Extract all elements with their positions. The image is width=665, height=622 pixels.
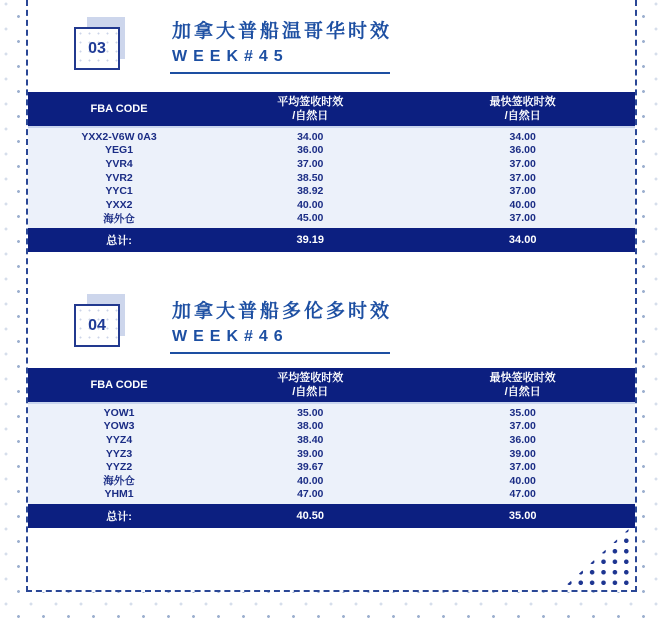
fastest-days-cell: 47.00 — [509, 488, 536, 501]
section-number: 04 — [74, 304, 120, 347]
avg-days-cell: 45.00 — [297, 212, 324, 225]
avg-days-cell: 40.00 — [297, 474, 324, 487]
fastest-days-cell: 37.00 — [509, 185, 536, 198]
vancouver-table — [28, 92, 635, 252]
table-row — [28, 144, 635, 158]
fba-code-cell: YVR2 — [105, 171, 133, 184]
avg-days-cell: 38.92 — [297, 185, 324, 198]
fastest-days-cell: 37.00 — [509, 420, 536, 433]
fba-code-cell: YEG1 — [105, 144, 134, 157]
table-header-row — [28, 92, 635, 128]
total-avg-days: 40.50 — [296, 510, 324, 523]
table-row — [28, 406, 635, 420]
fba-code-cell: YOW3 — [103, 420, 135, 433]
table-row — [28, 488, 635, 502]
fastest-days-header-line1: 最快签收时效 — [489, 371, 556, 384]
avg-days-cell: 34.00 — [297, 130, 324, 143]
fastest-days-cell: 37.00 — [509, 171, 536, 184]
total-fastest-days: 35.00 — [508, 510, 537, 523]
table-row — [28, 433, 635, 447]
fba-code-header: FBA CODE — [90, 378, 148, 391]
avg-days-cell: 47.00 — [297, 488, 324, 501]
avg-days-cell: 37.00 — [297, 157, 324, 170]
avg-days-cell: 38.50 — [297, 171, 324, 184]
avg-days-cell: 38.00 — [297, 420, 324, 433]
section-title: 加拿大普船多伦多时效 — [172, 301, 393, 322]
fba-code-cell: YXX2-V6W 0A3 — [81, 130, 157, 143]
table-row — [28, 212, 635, 226]
total-label: 总计: — [106, 235, 132, 248]
table-body — [28, 128, 635, 228]
title-underline — [170, 72, 390, 74]
avg-days-header-line1: 平均签收时效 — [277, 371, 344, 384]
fba-code-cell: YYZ3 — [105, 447, 133, 460]
table-row — [28, 198, 635, 212]
fastest-days-cell: 37.00 — [509, 461, 536, 474]
section-number-badge — [74, 304, 120, 347]
fba-code-cell: YYZ4 — [105, 433, 133, 446]
total-label: 总计: — [106, 511, 132, 524]
section-week-label: WEEK#46 — [172, 328, 289, 345]
table-header-row — [28, 368, 635, 404]
section-week-label: WEEK#45 — [172, 48, 289, 65]
total-avg-days: 39.19 — [296, 234, 324, 247]
avg-days-cell: 40.00 — [297, 198, 324, 211]
title-underline — [170, 352, 390, 354]
fba-code-cell: 海外仓 — [103, 475, 135, 488]
fba-code-header: FBA CODE — [90, 102, 148, 115]
fba-code-cell: YYC1 — [105, 185, 133, 198]
fba-code-cell: YYZ2 — [105, 461, 133, 474]
fastest-days-header — [410, 371, 635, 400]
fastest-days-cell: 35.00 — [509, 406, 536, 419]
toronto-table — [28, 368, 635, 528]
fastest-days-cell: 39.00 — [509, 447, 536, 460]
table-row — [28, 447, 635, 461]
table-row — [28, 474, 635, 488]
fastest-days-header-line2: /自然日 — [504, 110, 541, 122]
fba-code-cell: YXX2 — [105, 198, 133, 211]
fba-code-cell: YHM1 — [104, 488, 134, 501]
section-title: 加拿大普船温哥华时效 — [172, 21, 393, 42]
section-number-badge — [74, 27, 120, 70]
table-row — [28, 130, 635, 144]
table-row — [28, 171, 635, 185]
avg-days-header — [210, 371, 410, 400]
avg-days-header-line2: /自然日 — [292, 110, 329, 122]
table-total-row — [28, 504, 635, 528]
fastest-days-cell: 36.00 — [509, 433, 536, 446]
fastest-days-header-line1: 最快签收时效 — [489, 95, 556, 108]
fastest-days-cell: 36.00 — [509, 144, 536, 157]
avg-days-header-line1: 平均签收时效 — [277, 95, 344, 108]
section-number: 03 — [74, 27, 120, 70]
fastest-days-header — [410, 95, 635, 124]
table-body — [28, 404, 635, 504]
avg-days-cell: 36.00 — [297, 144, 324, 157]
total-fastest-days: 34.00 — [508, 234, 537, 247]
fba-code-cell: YVR4 — [105, 157, 133, 170]
table-total-row — [28, 228, 635, 252]
table-row — [28, 460, 635, 474]
fastest-days-header-line2: /自然日 — [504, 386, 541, 398]
avg-days-cell: 35.00 — [297, 406, 324, 419]
fba-code-cell: 海外仓 — [103, 212, 135, 225]
fastest-days-cell: 37.00 — [509, 212, 536, 225]
avg-days-header-line2: /自然日 — [292, 386, 329, 398]
fba-code-cell: YOW1 — [103, 406, 135, 419]
table-row — [28, 420, 635, 434]
table-row — [28, 157, 635, 171]
avg-days-header — [210, 95, 410, 124]
content-panel — [26, 0, 637, 592]
fastest-days-cell: 37.00 — [509, 157, 536, 170]
table-row — [28, 184, 635, 198]
fastest-days-cell: 34.00 — [509, 130, 536, 143]
corner-dot-triangle-decoration — [563, 526, 632, 588]
avg-days-cell: 38.40 — [297, 433, 324, 446]
fastest-days-cell: 40.00 — [509, 474, 536, 487]
fastest-days-cell: 40.00 — [509, 198, 536, 211]
avg-days-cell: 39.67 — [297, 461, 324, 474]
avg-days-cell: 39.00 — [297, 447, 324, 460]
